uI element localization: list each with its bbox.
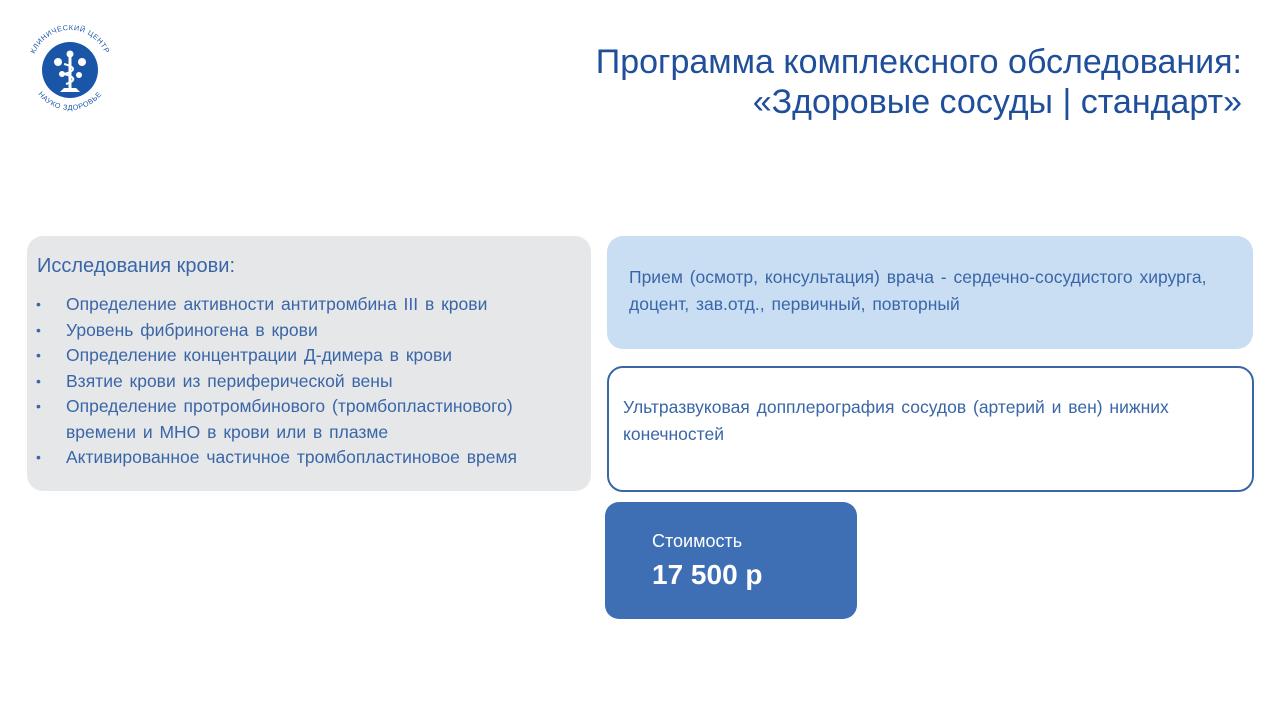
page-title xyxy=(596,42,1242,122)
title-line-1: Программа комплексного обследования: xyxy=(595,43,1242,81)
list-item xyxy=(37,445,569,471)
list-item xyxy=(37,343,569,369)
list-item-text: Активированное частичное тромбопластиновое время xyxy=(66,447,517,467)
price-label: Стоимость xyxy=(652,531,743,551)
title-line-2: «Здоровые сосуды | стандарт» xyxy=(752,83,1242,121)
list-item-text: Определение активности антитромбина III в крови xyxy=(66,294,488,314)
bullet-icon: • xyxy=(36,372,41,389)
clinic-logo xyxy=(22,20,118,116)
ultrasound-panel xyxy=(607,366,1254,492)
list-item xyxy=(37,292,569,318)
tree-caduceus-icon xyxy=(22,20,118,116)
blood-tests-heading: Исследования крови: xyxy=(37,255,235,277)
bullet-icon: • xyxy=(36,449,41,465)
logo-bottom-text: НАУКО ЗДОРОВЬЕ xyxy=(36,89,104,113)
doctor-consultation-text: Прием (осмотр, консультация) врача - сердечно-сосудистого хирурга, доцент, зав.отд., первичный, повторный xyxy=(629,267,1207,314)
price-panel xyxy=(605,502,857,619)
bullet-icon: • xyxy=(36,347,41,363)
list-item-text: Определение концентрации Д-димера в крови xyxy=(66,345,453,365)
bullet-icon: • xyxy=(36,398,41,414)
logo-top-text: КЛИНИЧЕСКИЙ ЦЕНТР xyxy=(28,22,112,55)
list-item xyxy=(37,318,569,344)
list-item xyxy=(37,369,569,395)
list-item-text: Уровень фибриногена в крови xyxy=(66,319,318,340)
bullet-icon: • xyxy=(36,321,41,338)
blood-tests-panel xyxy=(27,236,591,491)
price-value: 17 500 р xyxy=(652,559,763,590)
blood-tests-list xyxy=(37,292,569,471)
list-item xyxy=(37,394,569,445)
list-item-text: Взятие крови из периферической вены xyxy=(66,370,393,391)
bullet-icon: • xyxy=(36,296,41,312)
list-item-text: Определение протромбинового (тромбопластинового) времени и МНО в крови или в плазме xyxy=(66,396,513,442)
doctor-consultation-panel xyxy=(607,236,1253,349)
ultrasound-text: Ультразвуковая допплерография сосудов (артерий и вен) нижних конечностей xyxy=(623,397,1169,444)
